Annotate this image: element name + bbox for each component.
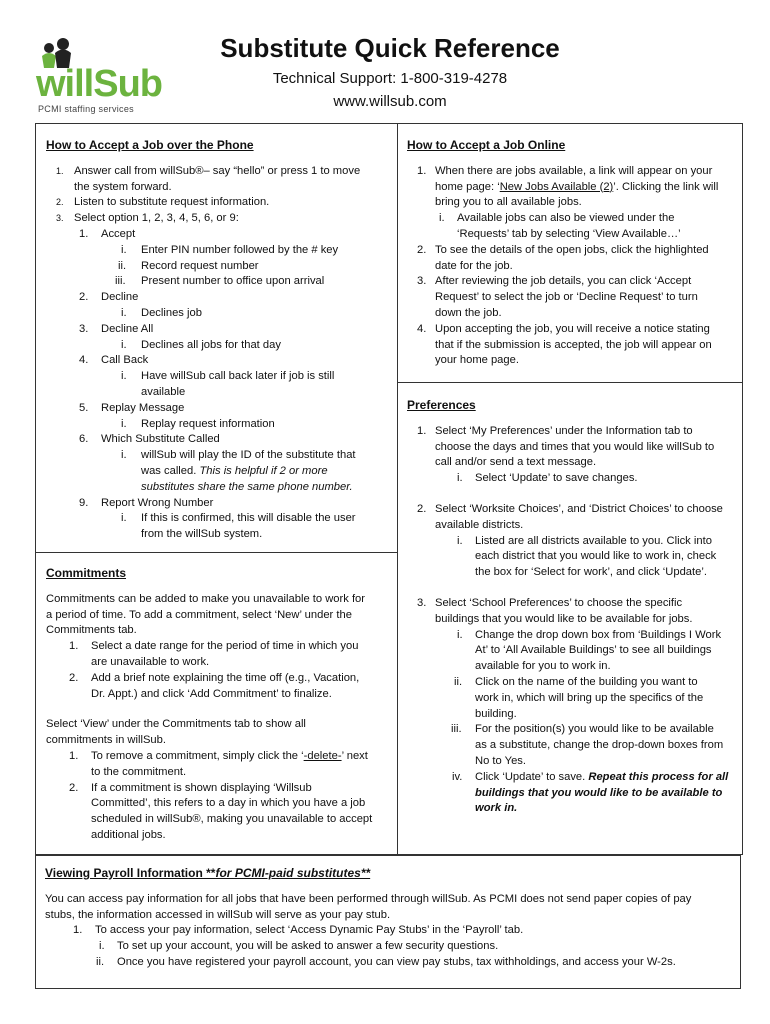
list-item: ii. Record request number — [101, 259, 387, 275]
commitments-section — [36, 566, 397, 844]
phone-options — [46, 227, 387, 543]
preferences-heading: Preferences — [407, 398, 476, 412]
list-number: i. — [99, 940, 105, 953]
willsub-logo — [36, 36, 166, 116]
payroll-section — [35, 855, 741, 989]
list-number: 3. — [417, 596, 427, 609]
page-title: Substitute Quick Reference — [220, 33, 560, 63]
list-number: i. — [457, 472, 463, 485]
list-item: i. Select ‘Update’ to save changes. — [435, 471, 732, 487]
list-number: 4. — [79, 354, 89, 367]
list-item: 2. Add a brief note explaining the time off (e.g., Vacation, Dr. Appt.) and click ‘Add Commitment’ to finalize. — [69, 671, 360, 700]
left-divider — [36, 552, 397, 553]
list-number: i. — [121, 449, 127, 462]
list-number: 3. — [417, 275, 427, 288]
list-number: ii. — [118, 259, 127, 272]
commitments-steps — [46, 639, 387, 702]
list-number: ii. — [96, 955, 105, 968]
commitments-view: Select ‘View’ under the Commitments tab to show all commitments in willSub. — [46, 718, 306, 747]
online-section — [397, 138, 742, 369]
list-item: 9. Report Wrong Number — [101, 496, 387, 512]
list-item: i. Enter PIN number followed by the # key — [101, 243, 387, 259]
list-number: 1. — [69, 640, 79, 653]
list-item: 1. When there are jobs available, a link will appear on your home page: ‘New Jobs Available (2)’. Clicking the link will bring you to all available jobs. — [417, 164, 719, 209]
list-item: 1. Select ‘My Preferences’ under the Information tab to choose the days and times that you would like willSub to call and/or send a text message. — [417, 424, 715, 469]
list-item: ii. Once you have registered your payroll account, you can view pay stubs, tax withholdings, and access your W-2s. — [95, 955, 731, 971]
list-number: 6. — [79, 433, 89, 446]
list-item: 2. Listen to substitute request information. — [74, 195, 387, 211]
delete-link[interactable]: -delete- — [303, 749, 342, 762]
website-url[interactable]: www.willsub.com — [333, 93, 447, 110]
list-item: 4. Call Back — [101, 353, 387, 369]
list-number: 3. — [56, 213, 64, 224]
list-number: 1. — [73, 924, 83, 937]
payroll-intro: You can access pay information for all jobs that have been performed through willSub. As PCMI does not send paper copies of pay stubs, the information accessed in willSub will serve as your pay stub. — [45, 892, 692, 921]
list-item: i. If this is confirmed, this will disable the user from the willSub system. — [121, 512, 356, 541]
online-heading: How to Accept a Job Online — [407, 138, 566, 152]
list-number: 1. — [79, 227, 89, 240]
content-grid — [35, 123, 743, 855]
list-number: i. — [439, 212, 445, 225]
list-number: i. — [121, 417, 127, 430]
phone-heading: How to Accept a Job over the Phone — [46, 138, 254, 152]
list-number: i. — [457, 628, 463, 641]
list-item: iii. For the position(s) you would like to be available as a substitute, change the drop-down boxes from No to Yes. — [451, 723, 724, 767]
list-item: 1. Answer call from willSub®– say “hello” or press 1 to move the system forward. — [56, 164, 361, 193]
preferences-steps — [407, 424, 732, 817]
list-item: 3. Select option 1, 2, 3, 4, 5, 6, or 9: — [74, 211, 387, 227]
commitments-view-steps — [46, 749, 387, 844]
list-number: iv. — [452, 770, 463, 783]
support-phone: Technical Support: 1-800-319-4278 — [272, 70, 508, 87]
list-number: i. — [121, 306, 127, 319]
list-item: i. Available jobs can also be viewed under the ‘Requests’ tab by selecting ‘View Available…’ — [439, 212, 681, 240]
logo-text: willSub — [36, 63, 162, 105]
list-number: 1. — [417, 164, 427, 177]
list-number: 2. — [79, 291, 89, 304]
list-item: 4. Upon accepting the job, you will receive a notice stating that if the submission is accepted, the job will appear on your home page. — [417, 322, 712, 367]
logo-wordmark — [36, 64, 162, 104]
payroll-heading: Viewing Payroll Information **for PCMI-paid substitutes** — [45, 866, 371, 880]
list-number: 2. — [417, 243, 427, 256]
list-item: 2. If a commitment is shown displaying ‘Willsub Committed’, this refers to a day in which you have a job scheduled in willSub®, making you unavailable to accept additional jobs. — [69, 781, 373, 841]
phone-steps — [46, 164, 387, 227]
list-number: iii. — [451, 723, 462, 736]
right-divider — [397, 382, 742, 383]
list-number: 5. — [79, 401, 89, 414]
logo-subtext: PCMI staffing services — [38, 104, 134, 114]
list-number: i. — [121, 338, 127, 351]
list-number: i. — [121, 512, 127, 525]
list-number: ii. — [454, 675, 463, 688]
list-number: 2. — [56, 197, 64, 208]
phone-section — [36, 138, 397, 543]
list-item: 3. After reviewing the job details, you can click ‘Accept Request’ to select the job or ‘Decline Request’ to turn down the job. — [417, 275, 698, 319]
list-item: i. Declines job — [101, 306, 387, 322]
list-number: 2. — [69, 671, 79, 684]
list-item: 3. Select ‘School Preferences’ to choose the specific buildings that you would like to be available for jobs. — [417, 596, 693, 625]
new-jobs-link[interactable]: New Jobs Available (2) — [499, 180, 614, 193]
list-item: iv. Click ‘Update’ to save. Repeat this process for all buildings that you would like to be available to work in. — [452, 770, 729, 815]
list-item: 2. Decline — [101, 290, 387, 306]
online-steps — [407, 164, 732, 369]
list-item: 1. To access your pay information, select ‘Access Dynamic Pay Stubs’ in the ‘Payroll’ tab. — [95, 923, 731, 939]
list-number: 3. — [79, 322, 89, 335]
list-item: 3. Decline All — [101, 322, 387, 338]
list-number: 1. — [417, 424, 427, 437]
list-item: i. Change the drop down box from ‘Buildings I Work At’ to ‘All Available Buildings’ to see all buildings available for you to work in. — [457, 628, 722, 673]
list-item: i. willSub will play the ID of the substitute that was called. This is helpful if 2 or more substitutes share the same phone number. — [121, 449, 356, 493]
list-item: 5. Replay Message — [101, 401, 387, 417]
list-item: 2. Select ‘Worksite Choices’, and ‘District Choices’ to choose available districts. — [417, 502, 723, 531]
list-number: i. — [121, 243, 127, 256]
list-number: i. — [121, 370, 127, 383]
list-item: 2. To see the details of the open jobs, click the highlighted date for the job. — [417, 243, 709, 272]
list-item: 6. Which Substitute Called — [101, 432, 387, 448]
list-item: 1. Select a date range for the period of time in which you are unavailable to work. — [69, 640, 359, 668]
list-item: i. To set up your account, you will be asked to answer a few security questions. — [95, 939, 731, 955]
list-number: 1. — [69, 749, 79, 762]
list-number: 2. — [69, 781, 79, 794]
list-item: 1. Accept — [101, 227, 387, 243]
list-item: i. Replay request information — [101, 417, 387, 433]
commitments-intro: Commitments can be added to make you unavailable to work for a period of time. To add a commitment, select ‘New’ under the Commitments tab. — [46, 592, 366, 637]
list-item: i. Listed are all districts available to you. Click into each district that you would like to work in, check the box for ‘Select for work’, and click ‘Update’. — [457, 534, 717, 579]
list-number: 1. — [56, 165, 64, 176]
list-item: ii. Click on the name of the building you want to work in, which will bring up the specifics of the building. — [454, 675, 704, 720]
list-number: 4. — [417, 322, 427, 335]
list-item: 1. To remove a commitment, simply click the ‘-delete-’ next to the commitment. — [69, 749, 368, 778]
list-number: iii. — [115, 275, 126, 288]
payroll-steps — [45, 923, 731, 970]
list-item: iii. Present number to office upon arrival — [101, 274, 387, 290]
commitments-heading: Commitments — [46, 566, 127, 580]
list-number: i. — [457, 534, 463, 547]
list-number: 2. — [417, 502, 427, 515]
list-item: i. Declines all jobs for that day — [101, 338, 387, 354]
preferences-section — [397, 398, 742, 817]
list-number: 9. — [79, 496, 89, 509]
list-item: i. Have willSub call back later if job is still available — [121, 370, 335, 398]
